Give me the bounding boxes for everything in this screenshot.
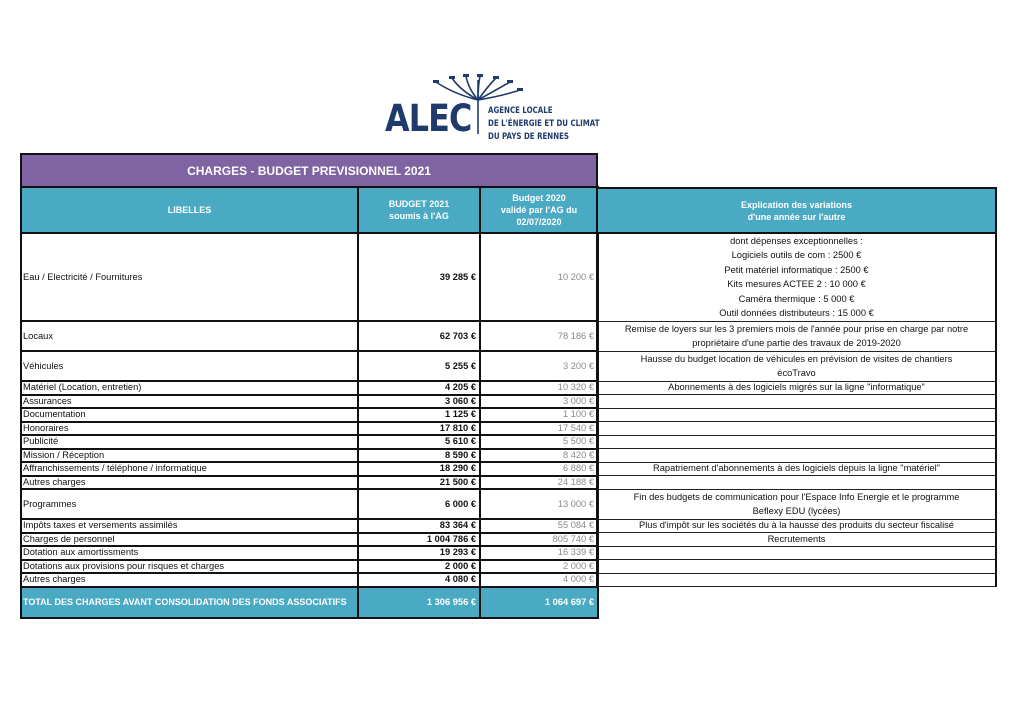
explanation-row [597,233,996,321]
total-budget-2020: 1 064 697 € [480,587,598,618]
logo-wordmark: ALEC [385,97,472,140]
table-row [21,462,598,476]
explanation-row [597,381,996,395]
explanation-cell [597,449,996,463]
row-label: Affranchissements / téléphone / informatique [21,462,358,476]
budget-2021-cell: 5 255 € [358,351,480,381]
explanation-row [597,321,996,351]
explanation-row [597,489,996,519]
budget-2020-cell: 6 880 € [480,462,598,476]
header-line: Budget 2020 [512,193,566,203]
explanation-line: Fin des budgets de communication pour l'Espace Info Energie et le programme [633,491,960,502]
explanation-line: écoTravo [777,368,816,378]
table-row [21,351,598,381]
budget-2021-cell: 2 000 € [358,560,480,574]
budget-table [20,186,599,619]
budget-2021-cell: 4 205 € [358,381,480,395]
explanation-line: Caméra thermique : 5 000 € [738,293,855,304]
explanation-cell [597,546,996,560]
budget-2021-cell: 39 285 € [358,233,480,321]
budget-2020-cell: 1 100 € [480,408,598,422]
explanation-row [597,560,996,574]
explanation-line: Rapatriement d'abonnements à des logiciels depuis la ligne "matériel" [653,463,940,474]
explanation-line: Remise de loyers sur les 3 premiers mois de l'année pour prise en charge par notre [624,323,969,334]
row-label: Impôts taxes et versements assimilés [21,519,358,533]
table-row [21,233,598,321]
explanation-line: Outil données distributeurs : 15 000 € [719,308,874,319]
budget-2020-cell: 55 084 € [480,519,598,533]
explanation-line: Hausse du budget location de véhicules en prévision de visites de chantiers [640,353,953,364]
explanation-line: Plus d'impôt sur les sociétés du à la hausse des produits du secteur fiscalisé [639,520,954,531]
row-label: Dotation aux amortissments [21,546,358,560]
budget-2020-cell: 13 000 € [480,489,598,519]
header-row [21,187,598,233]
explanation-row [597,449,996,463]
row-label: Documentation [21,408,358,422]
row-label: Honoraires [21,422,358,436]
explanation-cell [597,422,996,436]
budget-2020-cell: 3 000 € [480,395,598,409]
row-label: Assurances [21,395,358,409]
explanation-cell [597,395,996,409]
explanation-cell [597,489,996,519]
budget-2021-cell: 17 810 € [358,422,480,436]
budget-2020-cell: 5 500 € [480,435,598,449]
row-label: Dotations aux provisions pour risques et charges [21,560,358,574]
header-line: BUDGET 2021 [388,199,450,209]
header-budget-2020 [480,187,598,233]
table-row [21,422,598,436]
table-row [21,519,598,533]
budget-2020-cell: 17 540 € [480,422,598,436]
table-row [21,449,598,463]
explanation-cell [597,351,996,381]
explanation-cell [597,573,996,587]
budget-2021-cell: 5 610 € [358,435,480,449]
budget-2020-cell: 805 740 € [480,533,598,547]
header-line: validé par l'AG du [500,205,578,215]
explanation-row [597,519,996,533]
table-row [21,395,598,409]
header-line: Explication des variations [740,199,853,210]
explanation-cell [597,381,996,395]
row-label: Véhicules [21,351,358,381]
row-label: Mission / Réception [21,449,358,463]
row-label: Programmes [21,489,358,519]
table-row [21,408,598,422]
header-line: d'une année sur l'autre [747,211,846,222]
explanation-row [597,462,996,476]
explanation-cell [597,435,996,449]
row-label: Autres charges [21,573,358,587]
total-label: TOTAL DES CHARGES AVANT CONSOLIDATION DES FONDS ASSOCIATIFS [21,587,358,618]
explanation-table [596,187,997,587]
explanation-line: Kits mesures ACTEE 2 : 10 000 € [727,279,866,290]
budget-2020-cell: 24 188 € [480,476,598,490]
alec-logo [384,72,604,140]
row-label: Publicité [21,435,358,449]
explanation-row [597,408,996,422]
total-budget-2021: 1 306 956 € [358,587,480,618]
budget-2020-cell: 8 420 € [480,449,598,463]
table-row [21,435,598,449]
explanation-row [597,573,996,587]
budget-2020-cell: 4 000 € [480,573,598,587]
table-row [21,546,598,560]
budget-2020-cell: 2 000 € [480,560,598,574]
explanation-line: Abonnements à des logiciels migrés sur la ligne "informatique" [668,382,925,393]
logo-tagline-line: AGENCE LOCALE [488,106,553,116]
explanation-line: Logiciels outils de com : 2500 € [731,250,862,261]
logo-tagline-line: DU PAYS DE RENNES [488,132,570,142]
budget-2021-cell: 6 000 € [358,489,480,519]
row-label: Eau / Electricité / Fournitures [21,233,358,321]
explanation-cell [597,476,996,490]
budget-2021-cell: 1 125 € [358,408,480,422]
explanation-header-row [597,188,996,233]
explanation-line: Recrutements [767,533,826,544]
header-libelles: LIBELLES [21,187,358,233]
explanation-row [597,533,996,547]
explanation-cell [597,533,996,547]
table-row [21,321,598,351]
budget-2021-cell: 62 703 € [358,321,480,351]
table-row [21,476,598,490]
explanation-line: propriétaire d'une partie des travaux de 2019-2020 [692,338,901,348]
budget-2021-cell: 3 060 € [358,395,480,409]
explanation-cell [597,560,996,574]
budget-2021-cell: 18 290 € [358,462,480,476]
explanation-row [597,546,996,560]
explanation-row [597,422,996,436]
explanation-row [597,435,996,449]
header-line: soumis à l'AG [389,211,449,221]
row-label: Charges de personnel [21,533,358,547]
explanation-row [597,395,996,409]
explanation-cell [597,321,996,351]
row-label: Locaux [21,321,358,351]
table-row [21,381,598,395]
budget-2021-cell: 1 004 786 € [358,533,480,547]
budget-2021-cell: 19 293 € [358,546,480,560]
table-row [21,489,598,519]
budget-2021-cell: 8 590 € [358,449,480,463]
logo-tagline [488,105,600,144]
explanation-row [597,351,996,381]
budget-2020-cell: 10 320 € [480,381,598,395]
explanation-cell [597,462,996,476]
explanation-line: Beflexy EDU (lycées) [752,506,841,516]
table-row [21,533,598,547]
budget-2020-cell: 16 339 € [480,546,598,560]
budget-2021-cell: 83 364 € [358,519,480,533]
explanation-line: dont dépenses exceptionnelles : [730,236,863,247]
table-row [21,560,598,574]
explanation-cell [597,519,996,533]
explanation-line: Petit matériel informatique : 2500 € [724,264,869,275]
row-label: Autres charges [21,476,358,490]
budget-2020-cell: 10 200 € [480,233,598,321]
table-title: CHARGES - BUDGET PREVISIONNEL 2021 [20,153,598,186]
explanation-cell [597,408,996,422]
budget-2021-cell: 4 080 € [358,573,480,587]
header-explication [597,188,996,233]
header-budget-2021 [358,187,480,233]
total-row [21,587,598,618]
budget-2020-cell: 78 186 € [480,321,598,351]
explanation-row [597,476,996,490]
budget-2020-cell: 3 200 € [480,351,598,381]
logo-tagline-line: DE L'ÉNERGIE ET DU CLIMAT [488,119,600,129]
explanation-cell [597,233,996,321]
header-line: 02/07/2020 [516,217,562,227]
row-label: Matériel (Location, entretien) [21,381,358,395]
table-row [21,573,598,587]
budget-2021-cell: 21 500 € [358,476,480,490]
